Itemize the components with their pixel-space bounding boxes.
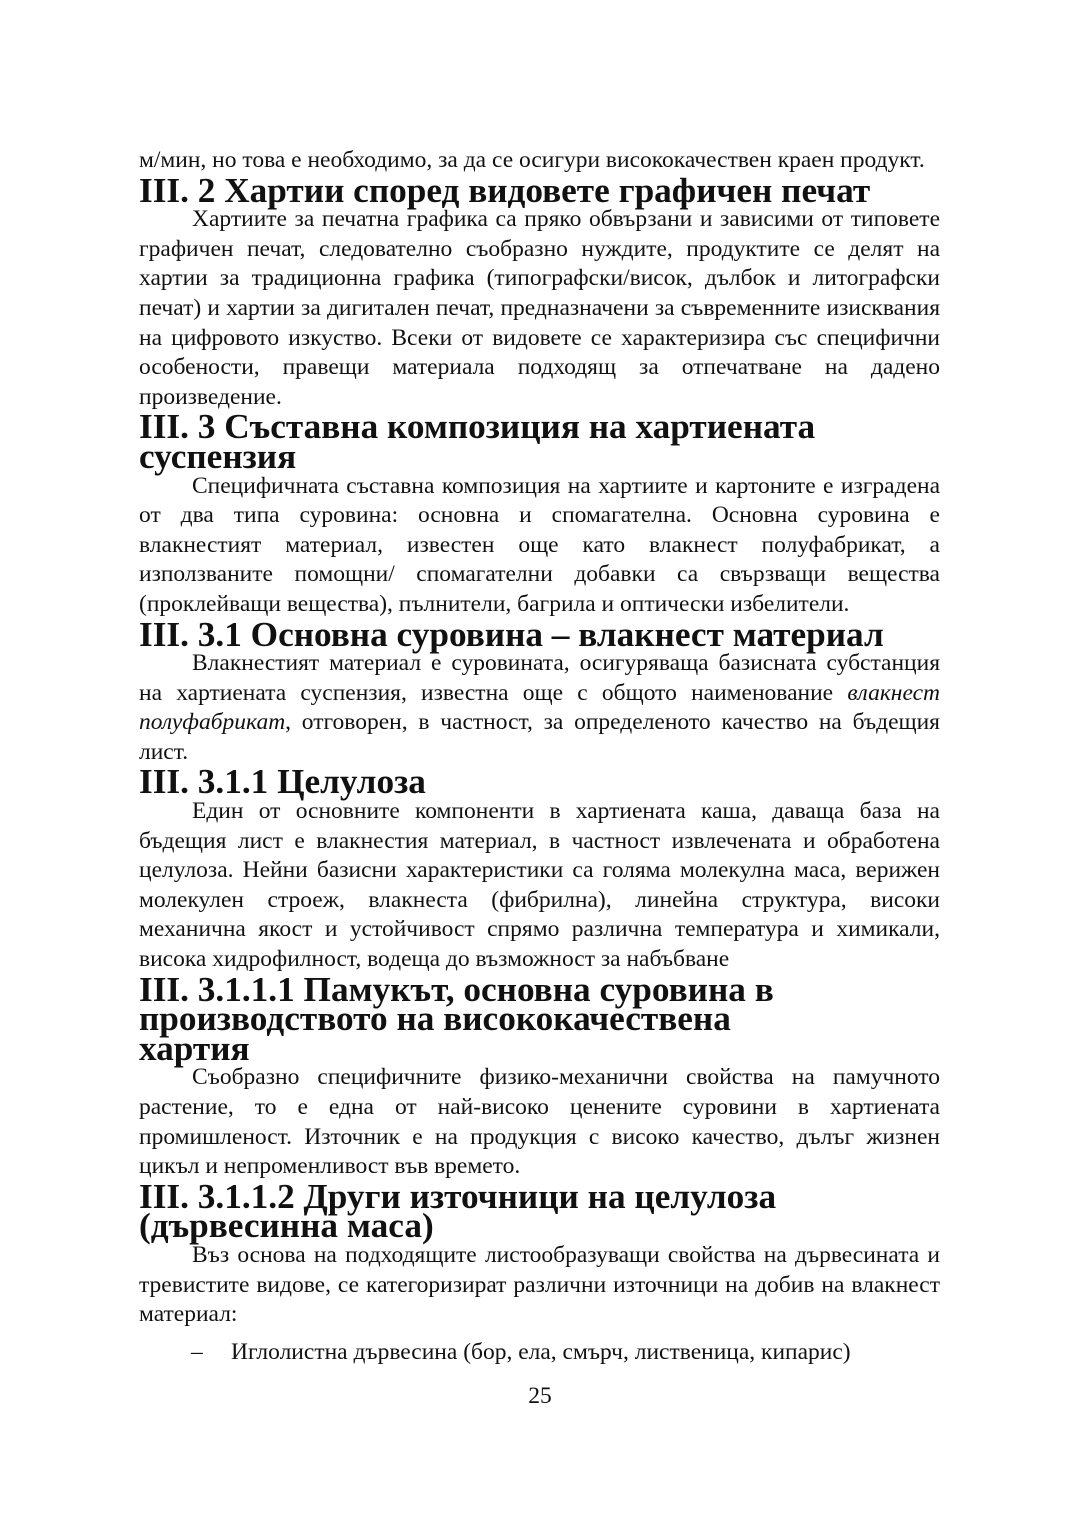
- section-heading-3-1-1-1: III. 3.1.1.1 Памукът, основна суровина в производството на висококачествена хартия: [139, 969, 774, 1068]
- source-list: [139, 1338, 940, 1368]
- paragraph-text-after: , отговорен, в частност, за определеното качество на бъдещия лист.: [139, 709, 940, 765]
- list-item-text: Иглолистна дървесина (бор, ела, смърч, лиственица, кипарис): [231, 1338, 851, 1365]
- section-heading-3-2: III. 2 Хартии според видовете графичен печат: [139, 170, 871, 210]
- section-heading-3-3-1: III. 3.1 Основна суровина – влакнест материал: [139, 614, 884, 654]
- section-paragraph-3-3: Специфичната съставна композиция на хартиите и картоните е изградена от два типа суровина: основна и спомагателна. Основна суровина е влакнестият материал, известен още като влакнест полуфабрикат, а използваните помощни/ спомагателни добавки са свързващи вещества (проклейващи вещества), пълнители, багрила и оптически избелители.: [139, 472, 940, 617]
- italic-term: влакнест полуфабрикат: [139, 679, 940, 736]
- section-paragraph-3-1-1: Един от основните компоненти в хартиената каша, даваща база на бъдещия лист е влакнестия материал, в частност извлечената и обработена целулоза. Нейни базисни характеристики са голяма молекулна маса, верижен молекулен строеж, влакнеста (фибрилна), линейна структура, високи механична якост и устойчивост спрямо различна температура и химикали, висока хидрофилност, водеща до възможност за набъбване: [139, 798, 940, 973]
- continuation-paragraph: м/мин, но това е необходимо, за да се осигури висококачествен краен продукт.: [139, 147, 925, 173]
- section-paragraph-3-1-1-1: Съобразно специфичните физико-механични свойства на памучното растение, то е една от най-високо ценените суровини в хартиената промишленост. Източник е на продукция с високо качество, дълъг жизнен цикъл и непроменливост във времето.: [139, 1064, 940, 1180]
- paragraph-text-before: Влакнестият материал е суровината, осигуряваща базисната субстанция на хартиената суспензия, известна още с общото наименование: [139, 650, 940, 706]
- list-item: [139, 1338, 940, 1368]
- section-heading-3-1-1: III. 3.1.1 Целулоза: [139, 762, 426, 802]
- section-heading-3-1-1-2: III. 3.1.1.2 Други източници на целулоза (дървесинна маса): [139, 1176, 777, 1246]
- section-heading-3-3: III. 3 Съставна композиция на хартиената суспензия: [139, 407, 816, 476]
- section-paragraph-3-3-1: [139, 649, 940, 767]
- list-dash-marker: –: [191, 1338, 203, 1365]
- page-number: 25: [528, 1383, 552, 1409]
- section-paragraph-3-2: Хартиите за печатна графика са пряко обвързани и зависими от типовете графичен печат, следователно съобразно нуждите, продуктите се делят на хартии за традиционна графика (типографски/висок, дълбок и литографски печат) и хартии за дигитален печат, предназначени за съвременните изисквания на цифровото изкуство. Всеки от видовете се характеризира със специфични особености, правещи материала подходящ за отпечатване на дадено произведение.: [139, 206, 940, 410]
- section-paragraph-3-1-1-2: Въз основа на подходящите листообразуващи свойства на дървесината и тревистите видове, се категоризират различни източници на добив на влакнест материал:: [139, 1241, 940, 1328]
- document-page: [139, 146, 940, 1367]
